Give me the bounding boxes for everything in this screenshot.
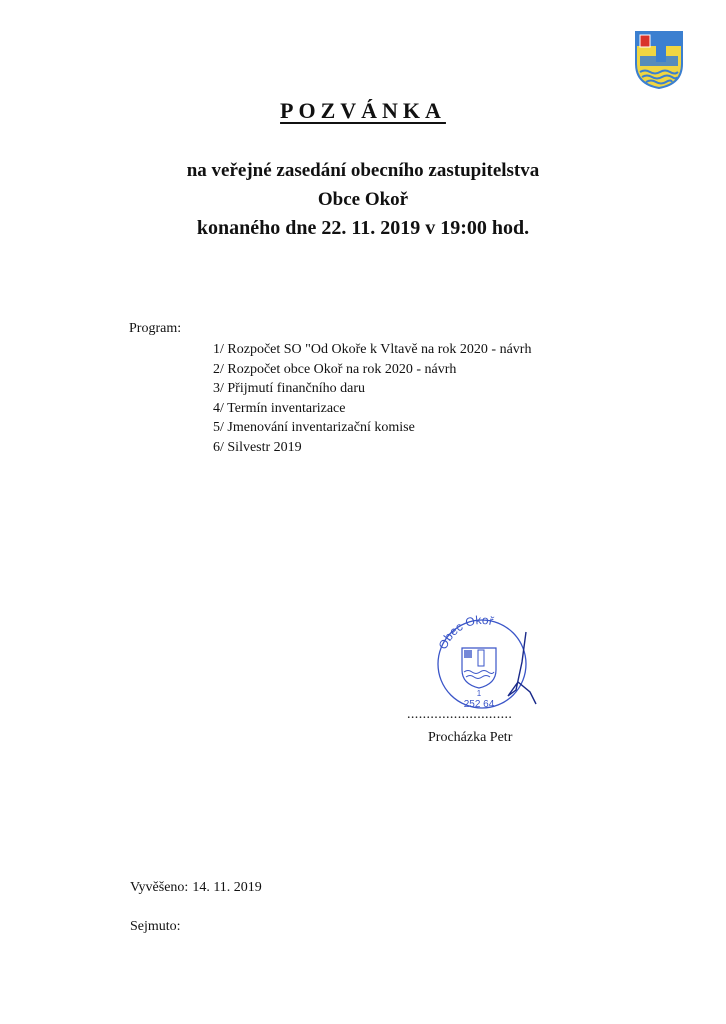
- program-item: 6/ Silvestr 2019: [213, 439, 302, 455]
- program-list: [213, 340, 531, 458]
- coat-of-arms-icon: [634, 30, 684, 90]
- document-title: [0, 96, 726, 126]
- subtitle-line-3: konaného dne 22. 11. 2019 v 19:00 hod.: [196, 217, 530, 239]
- removed-label: Sejmuto:: [130, 919, 181, 934]
- program-label: Program:: [129, 321, 182, 336]
- posted-label: Vyvěšeno:: [130, 880, 189, 895]
- program-item: 1/ Rozpočet SO "Od Okoře k Vltavě na rok 2020 - návrh: [213, 342, 532, 357]
- stamp-emblem-icon: [462, 648, 496, 688]
- subtitle-line-1: na veřejné zasedání obecního zastupitelstva: [186, 160, 540, 181]
- stamp-postcode: 252 64: [463, 699, 495, 710]
- official-stamp: [430, 612, 542, 712]
- signer-name: Procházka Petr: [428, 730, 513, 745]
- program-item: 3/ Přijmutí finančního daru: [213, 381, 366, 397]
- subtitle-line-2: Obce Okoř: [317, 189, 409, 210]
- posted-date: 14. 11. 2019: [192, 880, 262, 895]
- program-item: 4/ Termín inventarizace: [213, 400, 346, 416]
- document-title-text: POZVÁNKA: [280, 98, 446, 123]
- stamp-number: 1: [476, 689, 482, 698]
- posted-date-row: [130, 879, 262, 897]
- stamp-text-top: Obec Okoř: [435, 612, 495, 652]
- program-item: 5/ Jmenování inventarizační komise: [213, 420, 415, 436]
- program-item: 2/ Rozpočet obce Okoř na rok 2020 - návrh: [213, 361, 457, 377]
- signature-line: ...........................: [407, 707, 513, 722]
- handwritten-signature: [508, 632, 536, 704]
